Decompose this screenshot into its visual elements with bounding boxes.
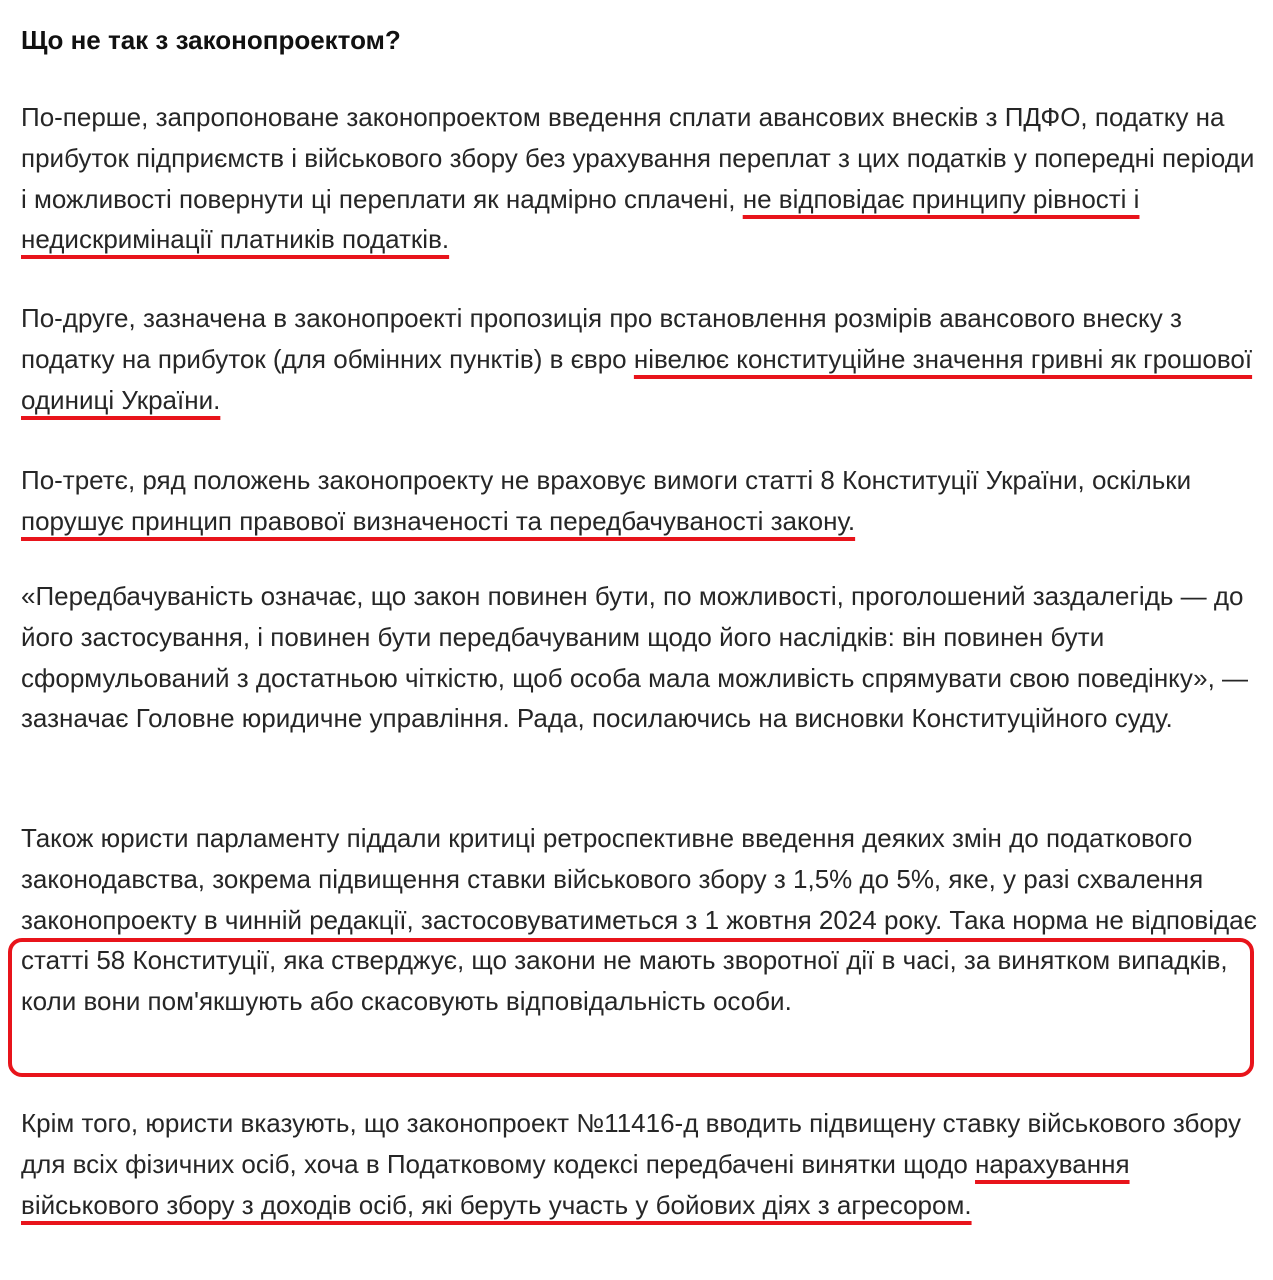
paragraph-quote: «Передбачуваність означає, що закон повинен бути, по можливості, проголошений заздалегідь — до його застосування, і повинен бути передбачуваним щодо його наслідків: він повинен бути сформульований з достатньою чіткістю, щоб особа мала можливість спрямувати свою поведінку», — зазначає Головне юридичне управління. Рада, посилаючись на висновки Конституційного суду. xyxy=(21,581,1249,734)
highlighted-phrase: нарахування військового збору з доходів осіб, які беруть участь у бойових діях з агресором. xyxy=(21,1148,1130,1220)
paragraph-text: По-третє, ряд положень законопроекту не враховує вимоги статті 8 Конституції України, оскільки xyxy=(21,465,1192,495)
highlighted-phrase: порушує принцип правової визначеності та передбачуваності закону. xyxy=(21,505,856,536)
paragraph-military-levy xyxy=(21,1103,1261,1225)
paragraph-second-point xyxy=(21,298,1261,420)
paragraph-text: По-перше, запропоноване законопроектом введення сплати авансових внесків з ПДФО, податку на прибуток підприємств і військового збору без урахування переплат з цих податків у попередні періоди і можливості повернути ці переплати як надмірно сплачені, xyxy=(21,102,1255,214)
highlighted-phrase: не відповідає принципу рівності і недискримінації платників податків. xyxy=(21,183,1140,255)
paragraph-text: Крім того, юристи вказують, що законопроект №11416-д вводить підвищену ставку військового збору для всіх фізичних осіб, хоча в Податковому кодексі передбачені винятки щодо xyxy=(21,1108,1241,1179)
paragraph-text: По-друге, зазначена в законопроекті пропозиція про встановлення розмірів авансового внеску з податку на прибуток (для обмінних пунктів) в євро xyxy=(21,303,1182,374)
highlighted-phrase: нівелює конституційне значення гривні як грошової одиниці України. xyxy=(21,343,1253,415)
paragraph-third-point xyxy=(21,460,1261,542)
highlight-box-annotation xyxy=(8,938,1254,1077)
paragraph-retrospective: Також юристи парламенту піддали критиці ретроспективне введення деяких змін до податкового законодавства, зокрема підвищення ставки військового збору з 1,5% до 5%, яке, у разі схвалення законопроекту в чинній редакції, застосовуватиметься з 1 жовтня 2024 року. Така норма не відповідає статті 58 Конституції, яка стверджує, що закони не мають зворотної дії в часі, за винятком випадків, коли вони пом'якшують або скасовують відповідальність особи. xyxy=(21,823,1257,1017)
section-heading: Що не так з законопроектом? xyxy=(21,25,401,55)
paragraph-first-point xyxy=(21,97,1261,260)
